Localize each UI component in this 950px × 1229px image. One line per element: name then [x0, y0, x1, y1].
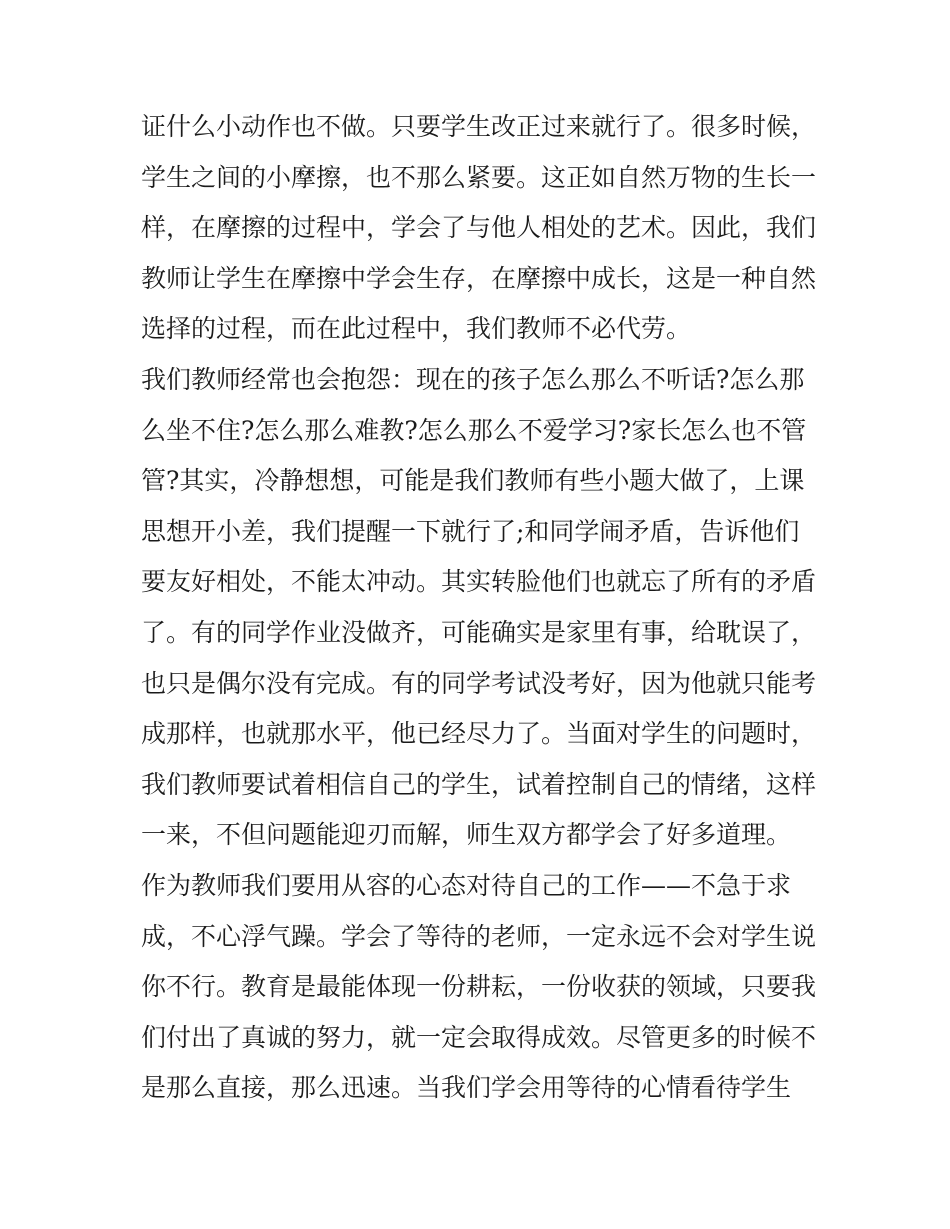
- text-line: 我们教师要试着相信自己的学生，试着控制自己的情绪，这样: [141, 769, 817, 799]
- text-line: 么坐不住?怎么那么难教?怎么那么不爱学习?家长怎么也不管: [141, 415, 807, 445]
- text-line: 作为教师我们要用从容的心态对待自己的工作——不急于求: [141, 870, 792, 900]
- text-line: 我们教师经常也会抱怨：现在的孩子怎么那么不听话?怎么那: [141, 364, 805, 394]
- text-line: 成那样，也就那水平，他已经尽力了。当面对学生的问题时，: [141, 719, 817, 749]
- text-line: 是那么直接，那么迅速。当我们学会用等待的心情看待学生: [141, 1073, 792, 1103]
- text-line: 选择的过程，而在此过程中，我们教师不必代劳。: [141, 314, 692, 344]
- text-line: 一来，不但问题能迎刃而解，师生双方都学会了好多道理。: [141, 820, 792, 850]
- text-line: 了。有的同学作业没做齐，可能确实是家里有事，给耽误了，: [141, 617, 817, 647]
- document-page: [141, 102, 821, 1114]
- text-line: 也只是偶尔没有完成。有的同学考试没考好，因为他就只能考: [141, 668, 817, 698]
- text-line: 你不行。教育是最能体现一份耕耘，一份收获的领域，只要我: [141, 972, 817, 1002]
- text-line: 教师让学生在摩擦中学会生存，在摩擦中成长，这是一种自然: [141, 263, 817, 293]
- text-line: 成，不心浮气躁。学会了等待的老师，一定永远不会对学生说: [141, 921, 817, 951]
- text-line: 学生之间的小摩擦，也不那么紧要。这正如自然万物的生长一: [141, 162, 817, 192]
- text-line: 样，在摩擦的过程中，学会了与他人相处的艺术。因此，我们: [141, 213, 817, 243]
- text-line: 要友好相处，不能太冲动。其实转脸他们也就忘了所有的矛盾: [141, 567, 817, 597]
- text-line: 证什么小动作也不做。只要学生改正过来就行了。很多时候，: [141, 112, 817, 141]
- text-line: 思想开小差，我们提醒一下就行了;和同学闹矛盾，告诉他们: [141, 516, 800, 546]
- text-line: 管?其实，冷静想想，可能是我们教师有些小题大做了，上课: [141, 466, 805, 496]
- text-line: 们付出了真诚的努力，就一定会取得成效。尽管更多的时候不: [141, 1022, 817, 1052]
